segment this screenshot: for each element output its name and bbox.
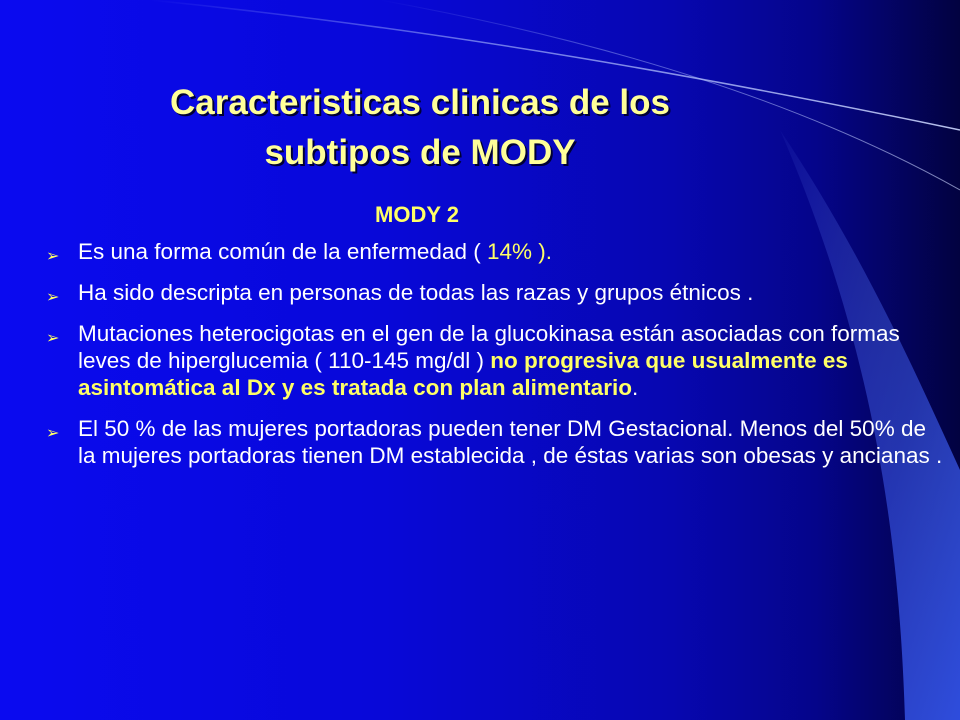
bullet-text: no progresiva que usualmente es asintomática al Dx y es tratada con plan alimentario <box>78 348 848 400</box>
slide-title-line-1: Caracteristicas clinicas de los <box>170 83 670 122</box>
bullet-text: . <box>631 375 639 400</box>
bullet-item <box>46 238 946 265</box>
slide-subtitle: MODY 2 <box>375 202 459 227</box>
bullet-text: Mutaciones heterocigotas en el gen de la glucokinasa están asociadas con formas leves de hiperglucemia ( 110-145 mg/dl ) <box>78 321 900 373</box>
bullet-list <box>46 238 946 483</box>
bullet-text: El 50 % de las mujeres portadoras pueden tener DM Gestacional. Menos del 50% de la mujeres portadoras tienen DM establecida , de éstas varias son obesas y ancianas . <box>78 416 943 468</box>
slide-title <box>120 78 720 178</box>
bullet-text: 14% ). <box>486 239 552 264</box>
bullet-text: Ha sido descripta en personas de todas las razas y grupos étnicos . <box>78 280 754 305</box>
arrowhead-icon: ➢ <box>46 248 60 265</box>
bullet-text: Es una forma común de la enfermedad ( <box>78 239 487 264</box>
arrowhead-icon: ➢ <box>46 289 60 306</box>
bullet-item <box>46 320 946 401</box>
arrowhead-icon: ➢ <box>46 330 60 347</box>
slide-title-line-2: subtipos de MODY <box>264 133 576 172</box>
bullet-item <box>46 415 946 469</box>
arrowhead-icon: ➢ <box>46 425 60 442</box>
bullet-item <box>46 279 946 306</box>
